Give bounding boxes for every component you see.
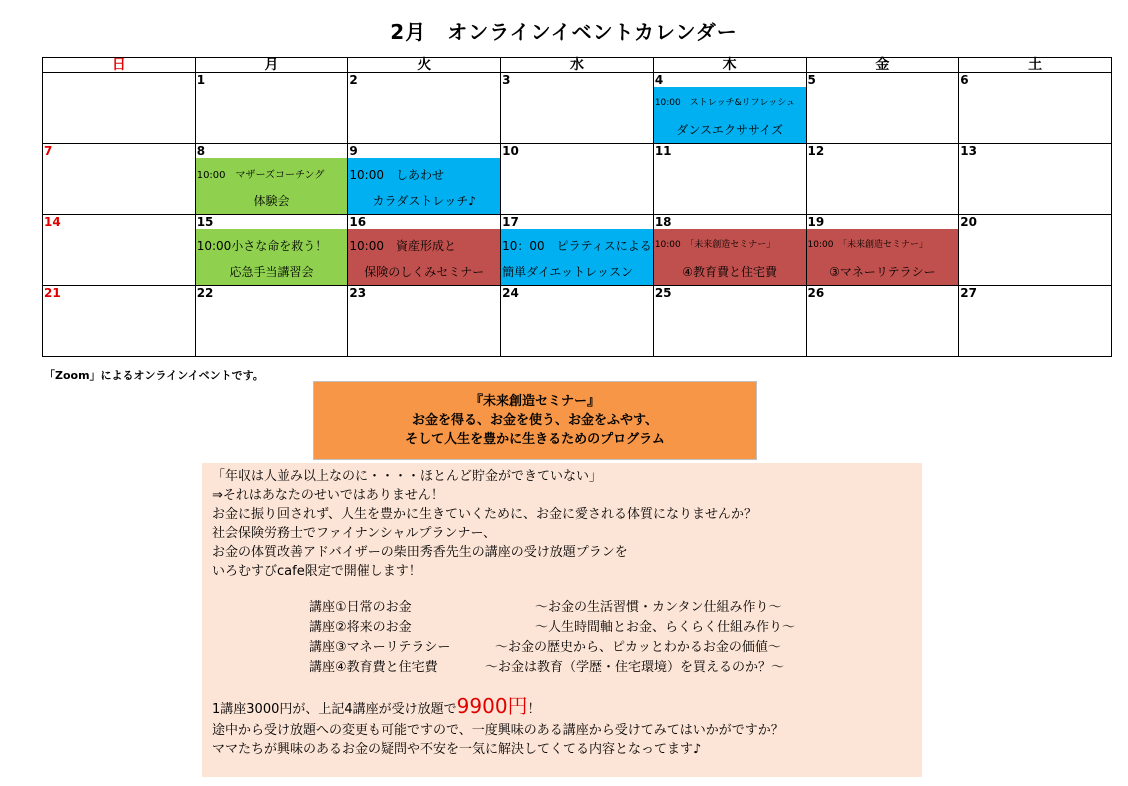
day-cell — [806, 73, 959, 144]
weekday-wed: 水 — [501, 58, 654, 73]
event-subtitle: ③マネーリテラシー — [829, 265, 936, 279]
day-number: 20 — [960, 215, 977, 229]
event-time-title: 10:00 資産形成と — [349, 239, 456, 253]
day-cell — [653, 215, 806, 286]
day-cell — [348, 286, 501, 357]
course-desc: ～お金の生活習慣・カンタン仕組み作り～ — [535, 600, 782, 615]
course-desc: ～お金は教育（学歴・住宅環境）を買えるのか？～ — [485, 660, 785, 675]
course-desc: ～人生時間軸とお金、らくらく仕組み作り～ — [535, 620, 796, 635]
day-cell — [195, 144, 348, 215]
closing-line: ママたちが興味のあるお金の疑問や不安を一気に解決してくてる内容となってます♪ — [212, 742, 702, 757]
day-cell — [653, 144, 806, 215]
day-cell — [195, 286, 348, 357]
week-row — [43, 215, 1112, 286]
day-number: 27 — [960, 286, 977, 300]
day-number: 16 — [349, 215, 367, 229]
day-number: 12 — [807, 144, 825, 158]
day-cell — [959, 144, 1112, 215]
intro-line: 社会保険労務士でファイナンシャルプランナー、 — [212, 526, 496, 541]
event-time-title: 10:00 しあわせ — [349, 168, 444, 182]
weekday-tue: 火 — [348, 58, 501, 73]
course-name: 講座④教育費と住宅費 — [309, 660, 438, 675]
day-number: 18 — [654, 215, 672, 229]
day-cell — [501, 73, 654, 144]
day-cell — [959, 73, 1112, 144]
day-cell — [501, 215, 654, 286]
event-block[interactable] — [348, 229, 500, 285]
event-subtitle: 応急手当講習会 — [229, 265, 314, 279]
day-cell — [653, 73, 806, 144]
course-name: 講座①日常のお金 — [309, 600, 412, 615]
event-time-title: 10:00 「未来創造セミナー」 — [807, 240, 928, 250]
day-number: 3 — [502, 73, 511, 87]
weekday-header-row — [43, 58, 1112, 73]
intro-line: お金の体質改善アドバイザーの柴田秀香先生の講座の受け放題プランを — [212, 545, 628, 560]
banner-subtitle: お金を得る、お金を使う、お金をふやす、 — [412, 413, 658, 428]
weekday-sat: 土 — [959, 58, 1112, 73]
event-time-title: 10：00 ピラティスによる — [502, 239, 652, 253]
banner-title: 『未来創造セミナー』 — [469, 394, 600, 409]
weekday-sun: 日 — [43, 58, 196, 73]
event-subtitle: 保険のしくみセミナー — [364, 265, 485, 279]
week-row — [43, 144, 1112, 215]
day-cell — [348, 215, 501, 286]
event-time-title: 10:00 ストレッチ&リフレッシュ — [654, 98, 796, 108]
online-note: 「Zoom」によるオンラインイベントです。 — [44, 369, 264, 382]
day-number: 5 — [807, 73, 816, 87]
day-cell — [959, 215, 1112, 286]
event-block[interactable] — [654, 229, 806, 285]
day-number: 10 — [502, 144, 519, 158]
day-number: 1 — [196, 73, 206, 87]
day-cell — [43, 286, 196, 357]
course-item — [309, 618, 796, 637]
intro-line: お金に振り回されず、人生を豊かに生きていくために、お金に愛される体質になりませんか？ — [212, 507, 757, 522]
day-number: 15 — [196, 215, 214, 229]
page-title: 2月 オンラインイベントカレンダー — [390, 20, 738, 44]
day-cell — [806, 144, 959, 215]
day-number: 23 — [349, 286, 367, 300]
day-cell — [43, 73, 196, 144]
course-item — [309, 598, 782, 617]
day-number: 13 — [960, 144, 977, 158]
event-block[interactable] — [654, 87, 806, 143]
day-cell — [806, 215, 959, 286]
day-number: 7 — [44, 144, 53, 158]
event-subtitle: 体験会 — [253, 194, 290, 208]
day-cell — [653, 286, 806, 357]
day-cell — [501, 286, 654, 357]
week-row — [43, 286, 1112, 357]
day-number: 8 — [196, 144, 206, 158]
day-cell — [348, 144, 501, 215]
day-cell — [348, 73, 501, 144]
day-cell — [959, 286, 1112, 357]
intro-line: いろむすびcafe限定で開催します！ — [212, 564, 422, 579]
day-number: 11 — [654, 144, 672, 158]
day-number: 21 — [44, 286, 61, 300]
day-cell — [806, 286, 959, 357]
price-suffix: ！ — [527, 702, 541, 717]
weekday-fri: 金 — [806, 58, 959, 73]
event-time-title: 10:00小さな命を救う！ — [196, 239, 328, 253]
weekday-mon: 月 — [195, 58, 348, 73]
intro-line: 「年収は人並み以上なのに・・・・ほとんど貯金ができていない」 — [212, 469, 603, 484]
day-number: 25 — [654, 286, 672, 300]
day-number: 14 — [44, 215, 61, 229]
day-number: 24 — [502, 286, 519, 300]
day-number: 9 — [349, 144, 358, 158]
event-time-title: 10:00 「未来創造セミナー」 — [654, 240, 776, 250]
day-cell — [501, 144, 654, 215]
event-subtitle: ④教育費と住宅費 — [682, 265, 778, 279]
event-calendar — [42, 57, 1112, 357]
event-time-title: 10:00 マザーズコーチング — [196, 170, 325, 181]
price-value: 9900円 — [456, 694, 528, 718]
seminar-description — [202, 463, 922, 777]
day-cell — [43, 144, 196, 215]
day-number: 6 — [960, 73, 969, 87]
price-line — [212, 694, 541, 719]
weekday-thu: 木 — [653, 58, 806, 73]
closing-line: 途中から受け放題への変更も可能ですので、一度興味のある講座から受けてみてはいかがですか？ — [212, 723, 784, 738]
day-number: 17 — [502, 215, 519, 229]
intro-line: ⇒それはあなたのせいではありません！ — [212, 488, 444, 503]
course-item — [309, 658, 785, 677]
event-subtitle: 簡単ダイエットレッスン — [502, 265, 634, 279]
banner-subtitle: そして人生を豊かに生きるためのプログラム — [405, 432, 665, 447]
day-number: 4 — [654, 73, 664, 87]
event-block[interactable] — [196, 158, 348, 214]
event-subtitle: カラダストレッチ♪ — [372, 194, 476, 208]
course-item — [309, 638, 781, 657]
price-prefix: 1講座3000円が、上記4講座が受け放題で — [212, 702, 457, 717]
seminar-banner — [313, 381, 757, 460]
day-cell — [195, 215, 348, 286]
event-block[interactable] — [348, 158, 500, 214]
event-block[interactable] — [196, 229, 348, 285]
event-block[interactable] — [501, 229, 653, 285]
day-number: 22 — [196, 286, 214, 300]
event-subtitle: ダンスエクササイズ — [676, 123, 784, 137]
course-name: 講座③マネーリテラシー — [309, 640, 451, 655]
day-number: 26 — [807, 286, 825, 300]
course-name: 講座②将来のお金 — [309, 620, 412, 635]
week-row — [43, 73, 1112, 144]
course-desc: ～お金の歴史から、ピカッとわかるお金の価値～ — [495, 640, 781, 655]
day-number: 19 — [807, 215, 825, 229]
day-cell — [43, 215, 196, 286]
day-cell — [195, 73, 348, 144]
event-block[interactable] — [807, 229, 959, 285]
day-number: 2 — [349, 73, 358, 87]
